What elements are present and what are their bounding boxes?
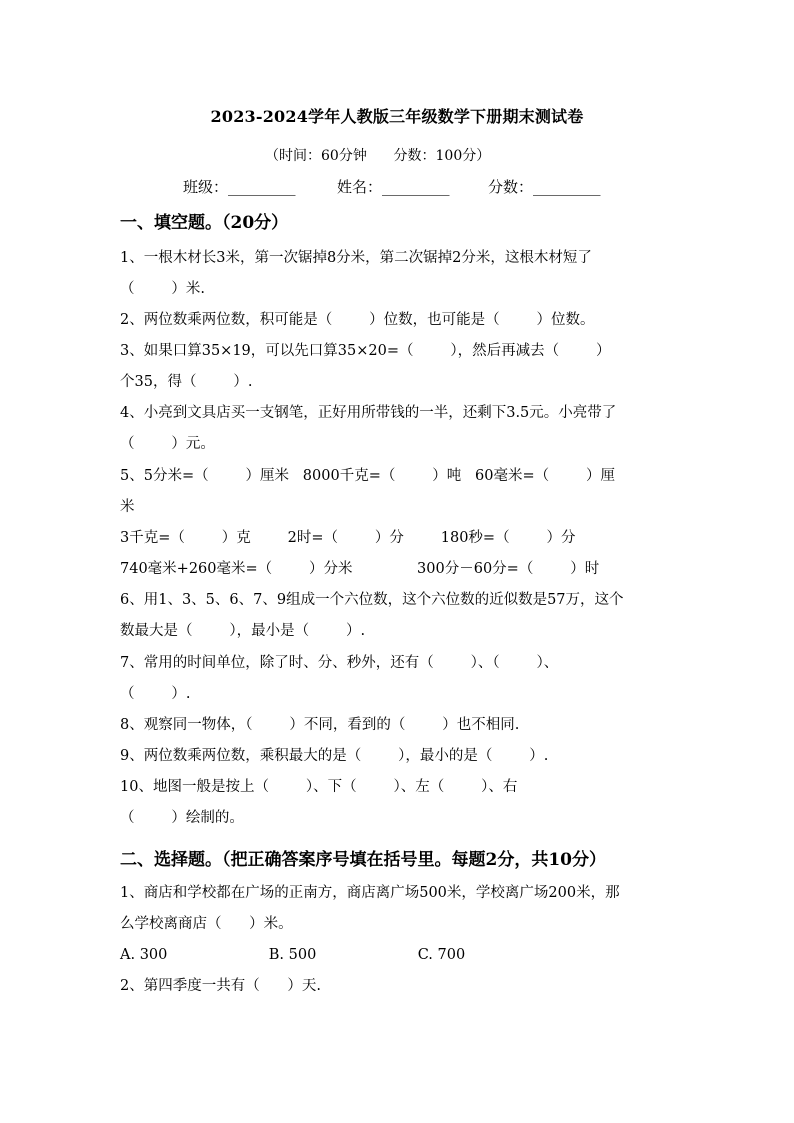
question-line: 7、常用的时间单位，除了时、分、秒外，还有（ ）、（ ）、 (120, 655, 559, 671)
question-line: 2、第四季度一共有（ ）天. (120, 978, 321, 994)
question-line: 数最大是（ ），最小是（ ）. (120, 623, 366, 639)
section-heading-multiple-choice: 二、选择题。（把正确答案序号填在括号里。每题2分，共10分） (120, 850, 606, 870)
section-heading-fill-blank: 一、填空题。（20分） (120, 213, 289, 233)
question-line: 个35，得（ ）. (120, 374, 253, 390)
question-line: （ ）米. (120, 281, 205, 297)
question-line: 3千克=（ ）克 2时=（ ）分 180秒=（ ）分 (120, 530, 576, 546)
choice-options: A. 300 B. 500 C. 700 (120, 947, 466, 963)
question-line: 3、如果口算35×19，可以先口算35×20=（ ），然后再减去（ ） (120, 343, 611, 359)
question-line: 9、两位数乘两位数，乘积最大的是（ ），最小的是（ ）. (120, 748, 549, 764)
exam-subtitle: （时间：60分钟 分数：100分） (265, 148, 491, 164)
question-line: 2、两位数乘两位数，积可能是（ ）位数，也可能是（ ）位数。 (120, 312, 595, 328)
question-line: （ ）元。 (120, 436, 215, 452)
question-line: 6、用1、3、5、6、7、9组成一个六位数，这个六位数的近似数是57万，这个 (120, 592, 624, 608)
question-line: 么学校离商店（ ）米。 (120, 916, 293, 932)
question-line: 1、商店和学校都在广场的正南方，商店离广场500米，学校离广场200米，那 (120, 885, 620, 901)
score-field: 分数：_________ (488, 178, 601, 196)
question-line: 8、观察同一物体，（ ）不同，看到的（ ）也不相同. (120, 717, 520, 733)
question-line: 4、小亮到文具店买一支钢笔，正好用所带钱的一半，还剩下3.5元。小亮带了 (120, 405, 617, 421)
question-line: 10、地图一般是按上（ ）、下（ ）、左（ ）、右 (120, 779, 518, 795)
question-line: 5、5分米=（ ）厘米 8000千克=（ ）吨 60毫米=（ ）厘 (120, 468, 616, 484)
question-line: （ ）绘制的。 (120, 810, 244, 826)
question-line: （ ）. (120, 686, 191, 702)
class-field: 班级：_________ (183, 178, 296, 196)
question-line: 740毫米+260毫米=（ ）分米 300分－60分=（ ）时 (120, 561, 600, 577)
question-line: 米 (120, 499, 135, 515)
name-field: 姓名：_________ (337, 178, 450, 196)
question-line: 1、一根木材长3米，第一次锯掉8分米，第二次锯掉2分米，这根木材短了 (120, 250, 592, 266)
exam-title: 2023-2024学年人教版三年级数学下册期末测试卷 (210, 107, 584, 126)
